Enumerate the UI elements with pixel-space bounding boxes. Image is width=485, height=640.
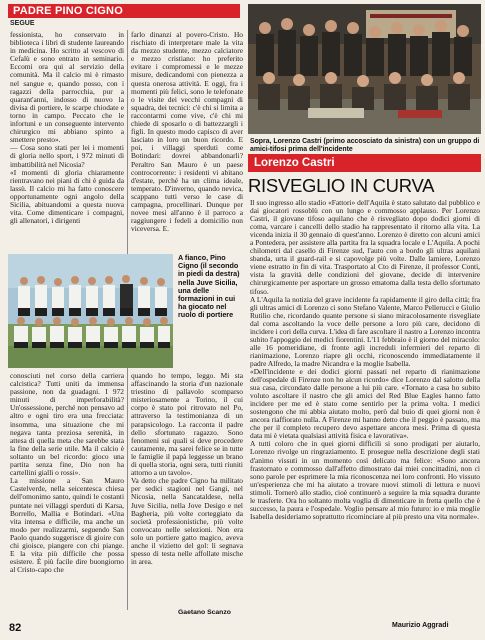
right-article-body [250,199,480,619]
page-number: 82 [9,622,22,634]
author-byline: Maurizio Aggradi [392,622,449,629]
paragraph: fessionista, ho conservato in biblioteca i libri di studente laureando in medicina. Ho scritto al vescovo di Cefalù e sono entrato in seminario. Eccomi ora qui al servizio della comunità. Ma il calcio mi è rimasto nel sangue e, quando posso, con i ragazzi della parrocchia, pur a quarant'anni, indosso di nuovo la divisa di portiere, le scarpe chiodate e torno in campo. Peccato che le infortuni e un conseguente intervento chirurgico mi abbiano spinto a smettere presto». [10,31,124,145]
team-photo-caption: A fianco, Pino Cigno (il secondo in piedi da destra) nella Juve Sicilia, una delle formazioni in cui ha giocato nel ruolo di portiere [178,253,240,320]
fans-photo [248,4,481,134]
paragraph: A L'Aquila la notizia del grave incidente fa rapidamente il giro della città; fra gli ultras amici di Lorenzo ci sono Stefano Valente, Marco Pellerucci e Giulio Rutilio che, ricordando quante persone si siano miracolosamente risvegliate dal coma ascoltando la voce delle persone a loro più care, decidono di incidere i cori della curva. L'idea di fare ascoltare il nastro a Lorenzo incontra subito l'appoggio dei medici fiorentini. L'11 febbraio è il giorno del miracolo: alle 16 pomeridiane, di fronte agli increduli infermieri del reparto di rianimazione, Lorenzo riapre gli occhi, riconoscendo immediatamente il padre Alfredo, la madre Nicandra e la moglie Isabella. [250,294,480,368]
team-photo-image [8,254,173,368]
subject-name-band: Lorenzo Castri [248,154,481,172]
fans-photo-caption: Sopra, Lorenzo Castri (primo accosciato da sinistra) con un gruppo di amici-tifosi prima dell'incidente [250,138,480,154]
continued-label: SEGUE [10,20,35,27]
paragraph: «I momenti di gloria chiaramente rientravano nei piani di chi è guida da lassù. Il calcio mi ha fatto conoscere opportunamente ogni angolo della Sicilia, abituandomi a questa nuova vita. Come dimenticare i compagni, gli allenatori, i dirigenti [10,167,124,226]
paragraph: farlo dinanzi al povero-Cristo. Ho rischiato di interpretare male la vita da mezzo studente, mezzo calciatore e mezzo cristiano: ho preferito evitare i compromessi e le mezze misure, dedicandomi con pienezza a questa onerosa attività. E oggi, fra i momenti più felici, sono le telefonate o le visite dei vecchi compagni di squadra, dei tecnici: c'è chi si limita a raccontarmi come vive, c'è chi mi chiede di sposarlo o di battezzargli i figli. In questo modo capisco di aver lasciato in loro un buon ricordo. E poi, i villaggi sperduti come Botindari: dovrei abbandonarli? Peraltro San Mauro è un paese controcorrente: i residenti vi abitano d'estate, perché ha un clima ideale, temperato. D'inverno, quando nevica, scappano tutti verso le case di campagna, procellinari. Dunque per novee mesi all'anno è il parroco a raggiungere i fedeli a domicilio non viceversa. E. [131,31,243,234]
paragraph: Va detto che padre Cigno ha militato per sedici stagioni nel Gangi, nel Nicosia, nella Sancataldese, nella Juve Sicilia, nella Jove Desigo e nel Bagheria, più volte corteggiato da società professionistiche, più volte convocato nelle selezioni. Non era solo un portiere gatto magico, aveva anche il vizietto del gol: lì segnava spesso di testa nelle affollate mische in area. [131,476,243,567]
paragraph: — Cosa sono stati per lei i momenti di gloria nello sport, i 972 minuti di imbattibilità nel Nicosia? [10,143,124,169]
paragraph: conosciuti nel corso della carriera calcistica? Tutti uniti da immensa passione, non da guadagni. I 972 minuti di imperforabilità? Un'ossessione, perché non pensavo ad altro e ogni tiro era una frecciata: insomma, una situazione che mi negava tanta preziosa serenità, in attesa di quella meta che sarebbe stata la fine della serie utile. Ma il calcio è soltanto un bel ricordo: gioco una partita senza fine, Dio non ha cartellini gialli o rossi». [10,372,124,478]
team-photo [8,254,173,368]
paragraph: quando ho tempo, leggo. Mi sta affascinando la storia d'un nazionale triestino di pallavolo scomparso misteriosamente a Torino, il cui corpo è stato poi ritrovato nel Po, attraverso la testimonianza di un parapsicologo. La racconta il padre dello sfortunato ragazzo. Sono fenomeni sui quali si deve procedere cautamente, ma sarei felice se in tutte le famiglie il papà leggesse un brano di quella storia, ogni sera, tutti riuniti attorno a un tavolo». [131,372,243,478]
article-headline: RISVEGLIO IN CURVA [248,175,435,196]
left-column-d [131,372,243,604]
paragraph: «Dell'incidente e dei dodici giorni passati nel reparto di rianimazione dell'ospedale di Firenze non ho alcun ricordo» dice Lorenzo dal salotto della sua casa, circondato dalle persone a lui più care. «Tornato a casa ho subito voluto ascoltare il nastro che gli amici del Red Blue Eagles hanno fatto incidere per me ed è stato come sentirlo per la prima volta. I medici sostengono che mi abbia aiutato molto, però dal buio di quei giorni non è ancora riaffiorato nulla. A Firenze mi hanno detto che il peggio è passato, ma che per il completo recupero devo aspettare ancora mesi. Prima di questa data mi è vietata qualsiasi attività fisica e lavorativa». [250,366,480,441]
paragraph: Il suo ingresso allo stadio «Fattori» dell'Aquila è stato salutato dal pubblico e dai giocatori rossoblù con un lungo e commosso applauso. Per Lorenzo Castri, il giovane tifoso aquilano che è risvegliato dopo dodici giorni di coma, varcare i cancelli dello stadio ha rappresentato il ritorno alla vita. La vicenda inizia il 30 gennaio di quest'anno. Lorenzo è diretto con alcuni amici a Pontedera, per assistere alla partita fra la squadra locale e L'Aquila. A pochi chilometri dal casello di Firenze sud, l'auto con a bordo gli ultras aquilani sbanda, urta il guard-rail e si capovolge più volte. Dalle lamiere, Lorenzo viene estratto in fin di vita. Trasportato al Cto di Firenze, il professor Conti, vista la gravità delle condizioni del giovane, decide di intervenire chirurgicamente per asportare un grosso ematoma dalla testa dello sfortunato tifoso. [250,199,480,296]
paragraph: A tutti coloro che in quei giorni difficili si sono prodigati per aiutarlo, Lorenzo rivolge un ringraziamento. E prosegue nella descrizione degli stati d'animo vissuti in un momento così delicato ma felice: «Sono ancora frastornato e commosso dall'affetto dimostrato dai miei concittadini, non ci sono parole per esprimere la mia riconoscenza nei loro confronti. Ho vissuto un'esperienza che mi ha aiutato a trovare nuovi stimoli di lettura e nuovi stimoli. Tornerò allo stadio, cioè continuerò a seguire la mia squadra durante le trasferte. Ora ho soltanto molta voglia di dimenticare in fretta quello che è successo, la paura e l'ospedale. Voglio pensare al mio futuro: io e mia moglie Isabella desideriamo soprattutto ricominciare al più presto una vita normale». [250,439,480,521]
section-kicker: PADRE PINO CIGNO [8,4,240,18]
paragraph: La missione a San Mauro Castelverde, nella seicentesca chiesa dell'omonimo santo, quindi le costanti puntate nei villaggi sperduti di Karsa, Borrello, Mallia e Botindari. «Una vita intensa e difficile, ma anche un modo per realizzarmi, seguendo San Paolo quando suggerisce di gioire con chi gioisce, piangere con chi piange. E la vita più difficile che possa esistere. È più facile dire buongiorno al Cristo-capo che [10,476,124,575]
left-column-b [131,31,243,251]
fans-photo-image [248,4,481,134]
left-column-c [10,372,124,622]
author-signature: Gaetano Scanzo [178,609,231,616]
